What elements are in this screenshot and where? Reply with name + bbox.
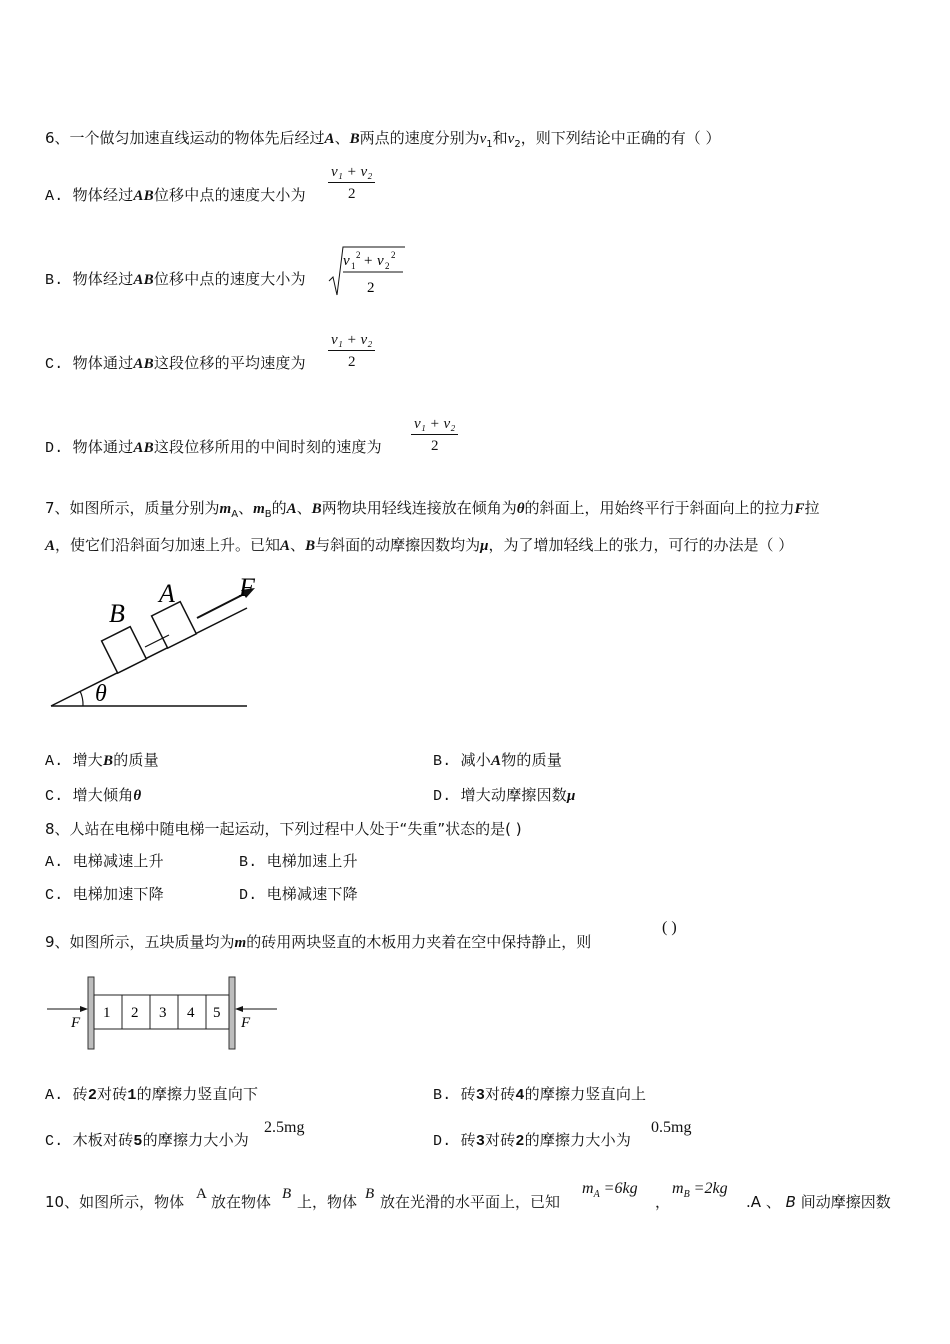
svg-text:1: 1 [351, 261, 356, 271]
brick-1: 1 [103, 1005, 111, 1021]
q10-stem-a: 10、如图所示，物体 [45, 1193, 185, 1211]
q8-stem: 8、人站在电梯中随电梯一起运动，下列过程中人处于“失重”状态的是( ) [45, 820, 522, 838]
label-theta: θ [95, 681, 107, 707]
angle-arc [80, 691, 83, 706]
q8-option-a: A. 电梯减速上升 [45, 854, 164, 871]
q10-mass-a: $m_A =6kg$ [582, 1180, 638, 1201]
q7-option-b: B. 减小A物的质量 [433, 753, 563, 770]
q10-stem-d: 放在光滑的水平面上，已知 [380, 1193, 561, 1211]
q10-stem-b: 放在物体 [211, 1193, 272, 1211]
q10-var-a: A [196, 1186, 207, 1202]
right-board [229, 977, 235, 1049]
svg-text:2: 2 [367, 280, 375, 296]
block-a [152, 602, 197, 649]
q10-var-b: B [282, 1186, 292, 1202]
q6-option-a: A. 物体经过AB位移中点的速度大小为 [45, 188, 306, 205]
q9-option-c: C. 木板对砖5的摩擦力大小为 [45, 1133, 250, 1150]
right-force-label: F [241, 1015, 251, 1031]
q6-option-d: D. 物体通过AB这段位移所用的中间时刻的速度为 [45, 440, 382, 457]
q6-option-a-fraction: $\frac{\text{v₁ + v₂}}{2}$ [328, 162, 375, 205]
svg-text:v: v [377, 253, 384, 269]
q8-option-c: C. 电梯加速下降 [45, 887, 164, 904]
svg-text:2: 2 [391, 250, 396, 260]
q7-stem-line2: A，使它们沿斜面匀加速上升。已知A、B与斜面的动摩擦因数均为μ，为了增加轻线上的张力，可行的办法是（ ） [45, 536, 794, 554]
q10-comma: ， [655, 1193, 671, 1211]
q7-option-c: C. 增大倾角θ [45, 788, 142, 805]
q9-paren: ( ) [662, 919, 677, 936]
q6-stem: 6、一个做匀加速直线运动的物体先后经过A、B两点的速度分别为$v_1$和$v_2$，则下列结论中正确的有（ ） [45, 129, 721, 150]
q7-option-d: D. 增大动摩擦因数μ [433, 788, 576, 805]
svg-text:v: v [343, 253, 350, 269]
q9-option-b: B. 砖3对砖4的摩擦力竖直向上 [433, 1087, 647, 1104]
q8-option-d: D. 电梯减速下降 [239, 887, 358, 904]
block-b [102, 627, 147, 674]
q6-option-d-fraction: $\frac{\text{v₁ + v₂}}{2}$ [411, 414, 458, 457]
svg-text:2: 2 [356, 250, 361, 260]
q6-option-b-sqrt-fraction [327, 243, 407, 301]
brick-5: 5 [213, 1005, 221, 1021]
q6-option-c: C. 物体通过AB这段位移的平均速度为 [45, 356, 306, 373]
q9-option-c-value: 2.5mg [264, 1119, 305, 1136]
brick-3: 3 [159, 1005, 167, 1021]
svg-text:2: 2 [385, 261, 390, 271]
label-b: B [109, 599, 125, 628]
label-f: F [239, 573, 255, 602]
left-board [88, 977, 94, 1049]
q10-stem-c: 上，物体 [297, 1193, 358, 1211]
q6-option-b: B. 物体经过AB位移中点的速度大小为 [45, 272, 306, 289]
q9-stem: 9、如图所示，五块质量均为m的砖用两块竖直的木板用力夹着在空中保持静止，则 [45, 933, 592, 951]
brick-4: 4 [187, 1005, 195, 1021]
svg-text:+: + [364, 253, 373, 269]
q9-bricks-figure [45, 975, 285, 1055]
label-a: A [159, 579, 175, 608]
q7-stem-line1: 7、如图所示，质量分别为$m_A$、$m_B$的A、B两物块用轻线连接放在倾角为θ的斜面上，用始终平行于斜面向上的拉力F拉 [45, 499, 820, 520]
q8-option-b: B. 电梯加速上升 [239, 854, 358, 871]
q9-option-d-value: 0.5mg [651, 1119, 692, 1136]
left-force-label: F [71, 1015, 81, 1031]
q10-mass-b: $m_B =2kg$ [672, 1180, 728, 1201]
q9-option-d: D. 砖3对砖2的摩擦力大小为 [433, 1133, 632, 1150]
q9-option-a: A. 砖2对砖1的摩擦力竖直向下 [45, 1087, 259, 1104]
brick-2: 2 [131, 1005, 139, 1021]
q6-option-c-fraction: $\frac{\text{v₁ + v₂}}{2}$ [328, 330, 375, 373]
q7-option-a: A. 增大B的质量 [45, 753, 159, 770]
q7-incline-figure [45, 570, 275, 715]
q10-var-b2: B [365, 1186, 375, 1202]
q10-stem-e: .A 、 B 间动摩擦因数 [746, 1193, 891, 1211]
